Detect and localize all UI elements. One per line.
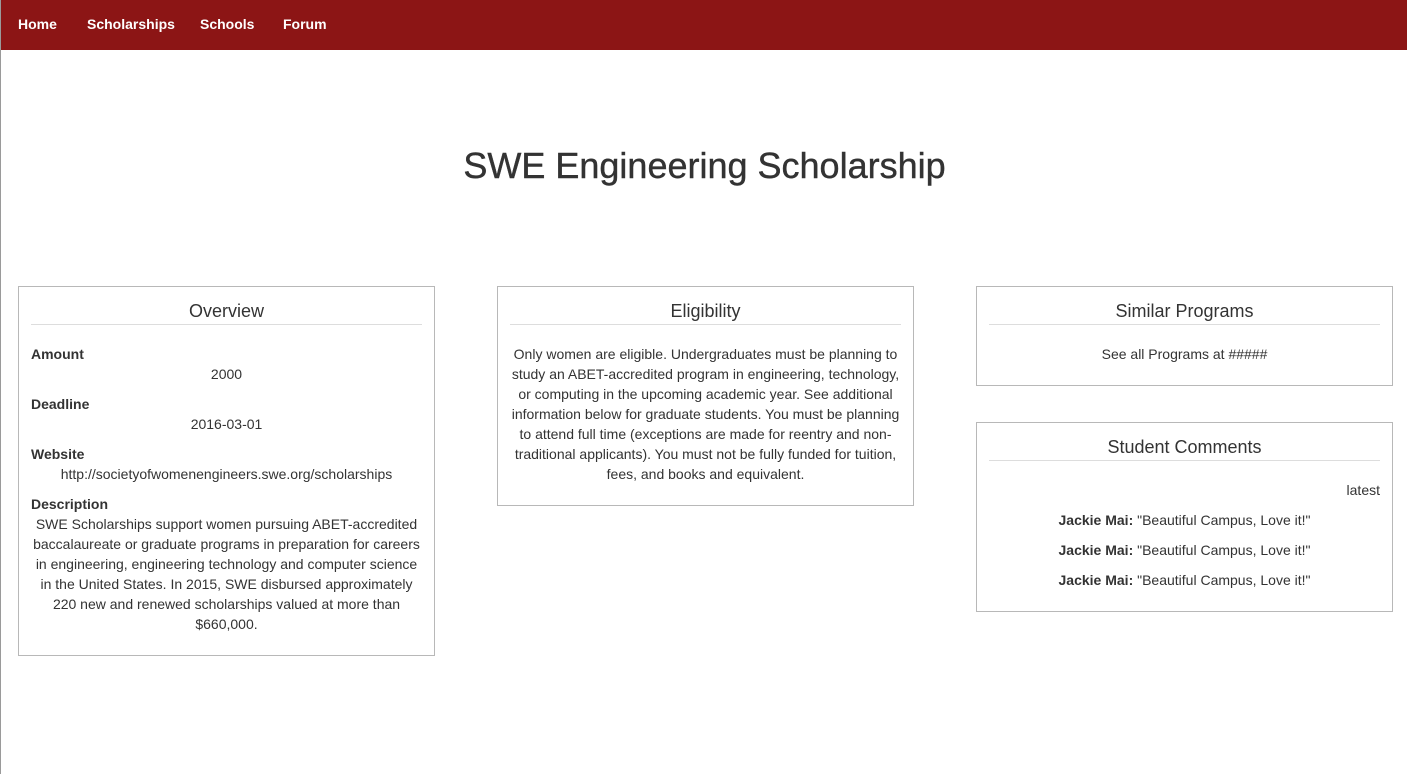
- eligibility-text: Only women are eligible. Undergraduates must be planning to study an ABET-accredited program in engineering, technology, or computing in the upcoming academic year. See additional information below for graduate students. You must be planning to attend full time (exceptions are made for reentry and non-traditional applicants). You must not be fully funded for tuition, fees, and books and equivalent.: [511, 346, 900, 482]
- nav-scholarships-link[interactable]: Scholarships: [87, 16, 175, 32]
- comment-author: Jackie Mai:: [1058, 572, 1134, 588]
- website-label: Website: [31, 446, 85, 462]
- comment-author: Jackie Mai:: [1058, 512, 1134, 528]
- nav-forum-link[interactable]: Forum: [283, 16, 327, 32]
- eligibility-heading: Eligibility: [510, 300, 901, 325]
- similar-programs-text: See all Programs at #####: [1101, 346, 1268, 362]
- deadline-label: Deadline: [31, 396, 90, 412]
- comment-item: [989, 510, 1380, 530]
- student-comments-heading: Student Comments: [989, 436, 1380, 461]
- amount-label: Amount: [31, 346, 84, 362]
- comment-text: "Beautiful Campus, Love it!": [1137, 542, 1311, 558]
- sort-latest-label[interactable]: latest: [1346, 482, 1380, 498]
- similar-programs-heading: Similar Programs: [989, 300, 1380, 325]
- comment-item: [989, 540, 1380, 560]
- description-value: SWE Scholarships support women pursuing ABET-accredited baccalaureate or graduate programs in preparation for careers in engineering, engineering technology and computer science in the United States. In 2015, SWE disbursed approximately 220 new and renewed scholarships valued at more than $660,000.: [33, 516, 420, 632]
- description-label: Description: [31, 496, 109, 512]
- comment-text: "Beautiful Campus, Love it!": [1137, 512, 1311, 528]
- page-title: SWE Engineering Scholarship: [463, 145, 946, 186]
- student-comments-panel: [976, 422, 1393, 612]
- overview-heading: Overview: [31, 300, 422, 325]
- comment-item: [989, 570, 1380, 590]
- comment-text: "Beautiful Campus, Love it!": [1137, 572, 1311, 588]
- eligibility-panel: [497, 286, 914, 506]
- nav-home-link[interactable]: Home: [18, 16, 57, 32]
- overview-panel: [18, 286, 435, 656]
- amount-value: 2000: [210, 366, 243, 382]
- comment-author: Jackie Mai:: [1058, 542, 1134, 558]
- deadline-value: 2016-03-01: [190, 416, 263, 432]
- nav-schools-link[interactable]: Schools: [200, 16, 255, 32]
- website-link[interactable]: http://societyofwomenengineers.swe.org/scholarships: [60, 466, 393, 482]
- website-value-container: [31, 464, 422, 484]
- similar-programs-panel: [976, 286, 1393, 386]
- top-navbar: [1, 0, 1407, 50]
